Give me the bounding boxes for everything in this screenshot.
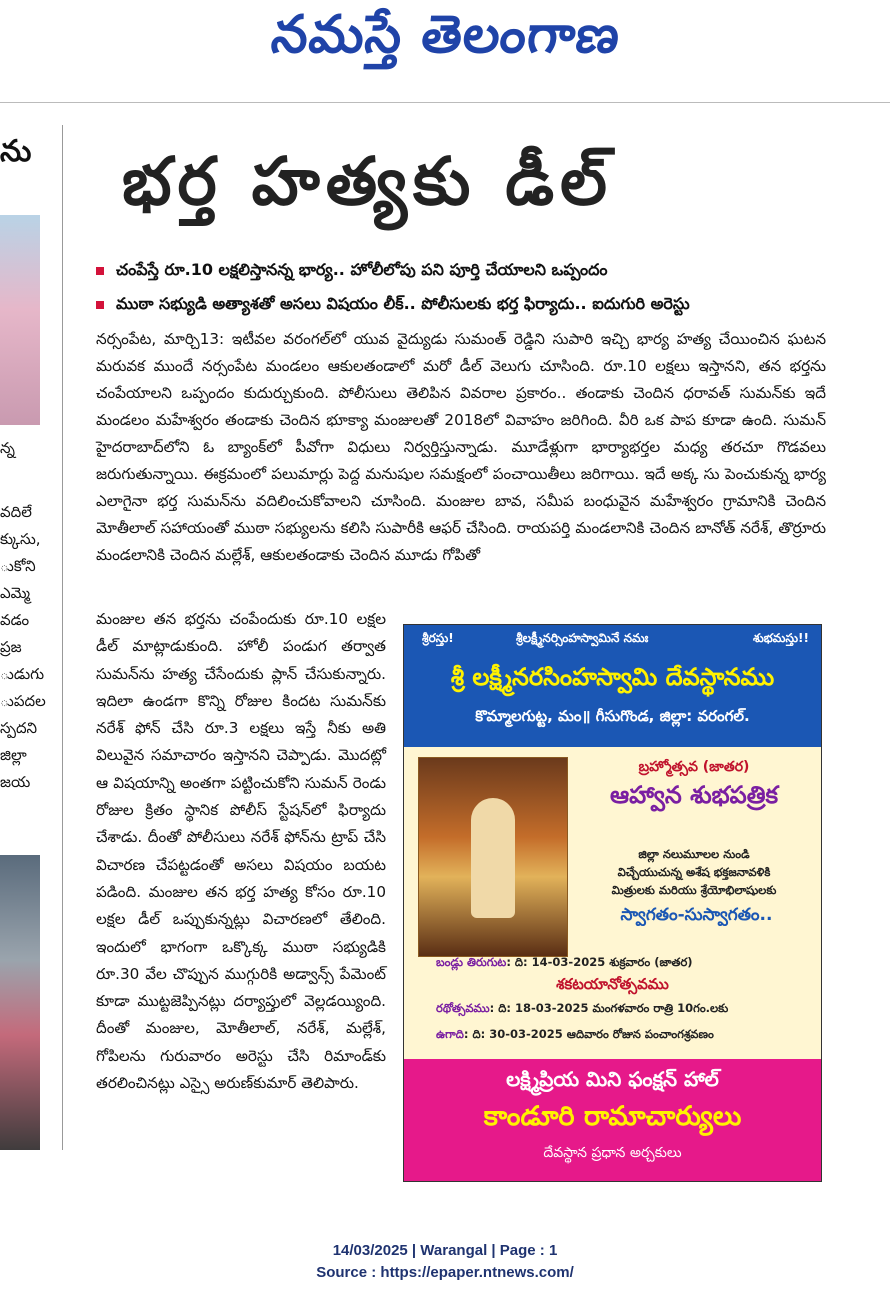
subheadline-bullet-1 [96,260,826,283]
left-fragment: ుడుగు [0,665,45,683]
left-fragment: ప్రజ [0,638,22,656]
left-fragment: క్కుసు, [0,530,41,548]
left-fragment: వదిలే [0,503,32,521]
masthead [0,0,890,80]
subheadline-bullet-2 [96,294,826,317]
left-fragment: జయ [0,773,31,791]
left-fragment: వడం [0,611,30,629]
article-body-full [96,326,826,569]
left-photo-top [0,215,40,425]
invitation-line: మిత్రులకు మరియు శ్రేయోభిలాషులకు [611,883,777,897]
subheadline-text: ముఠా సభ్యుడి అత్యాశతో అసలు విషయం లీక్.. పోలీసులకు భర్త ఫిర్యాదు.. ఐదుగురి అరెస్టు [116,294,690,313]
priest-role: దేవస్థాన ప్రధాన అర్చకులు [543,1145,682,1161]
blessing-left: శ్రీరస్తు! [422,631,454,645]
invitation-title: ఆహ్వాన శుభపత్రిక [609,781,778,809]
priest-name: కాండూరి రామాచార్యులు [483,1101,742,1132]
left-fragment: ుపదల [0,692,46,710]
column-divider [62,125,63,1150]
ad-footer-panel [404,1059,821,1181]
left-clipped-column [0,120,60,1150]
temple-advertisement [403,624,822,1182]
blessing-right: శుభమస్తు!! [753,631,809,645]
invitation-line: విచ్చేయుచున్న అశేష భక్తజనావళికి [617,865,771,879]
ad-blessings [404,631,821,651]
event-detail: : ది: 30-03-2025 ఆదివారం రోజున పంచాంగశ్రవణం [463,1027,714,1041]
temple-name: శ్రీ లక్ష్మీనరసింహస్వామి దేవస్థానము [450,663,775,691]
left-fragment: న్న [0,439,15,457]
welcome-text: స్వాగతం-సుస్వాగతం.. [620,905,773,925]
left-fragment: ుకోని [0,557,36,575]
deity-photo [418,757,568,957]
function-hall-name: లక్ష్మిప్రియ మిని ఫంక్షన్ హాల్ [506,1067,719,1091]
blessing-center: శ్రీలక్ష్మీనర్సింహస్వామినే నమః [516,631,649,645]
bullet-square-icon [96,267,104,275]
event-name: బండ్లు తిరుగుట [436,955,507,969]
masthead-divider [0,102,890,103]
event-row [436,955,816,972]
event-detail: : ది: 18-03-2025 మంగళవారం రాత్రి 10గం.లకు [489,1001,729,1015]
event-name: ఉగాది [436,1027,464,1041]
page-footer [0,1240,890,1284]
left-photo-bottom [0,855,40,1150]
event-row [436,1027,816,1044]
event-extra: శకటయానోత్సవము [556,975,669,993]
bullet-square-icon [96,301,104,309]
left-fragment: ను [0,134,32,169]
article-body-narrow [96,606,386,1097]
footer-date-edition: 14/03/2025 | Warangal | Page : 1 [332,1242,558,1259]
footer-source: Source : https://epaper.ntnews.com/ [316,1264,574,1281]
article-headline: భర్త హత్యకు డీల్ [122,142,613,220]
invitation-line: జిల్లా నలుమూలల నుండి [638,847,750,861]
newspaper-title: నమస్తే తెలంగాణ [268,4,624,65]
event-detail: : ది: 14-03-2025 శుక్రవారం (జాతర) [506,955,693,969]
article-paragraph: మంజుల తన భర్తను చంపేందుకు రూ.10 లక్షల డీల్ మాట్లాడుకుంది. హోలీ పండుగ తర్వాత సుమన్‌ను హత్య చేసేందుకు ప్లాన్ చేసుకున్నారు. ఇదిలా ఉండగా కొన్ని రోజుల కిందట సుమన్‌కు నరేశ్ ఫోన్ చేసి రూ.3 లక్షలు ఇస్తే నీకు అతి విలువైన సమాచారం ఇస్తానని చెప్పాడు. మొదట్లో ఆ విషయాన్ని అంతగా పట్టించుకోని సుమన్ రెండు రోజుల క్రితం స్థానిక పోలీస్ స్టేషన్‌లో ఫిర్యాదు చేశాడు. దీంతో పోలీసులు నరేశ్ ఫోన్‌ను ట్రాప్ చేసి విచారణ చేపట్టడంతో అసలు విషయం బయట పడింది. మంజుల తన భర్త హత్య కోసం రూ.10 లక్షల డీల్ ఒప్పుకున్నట్లు విచారణలో తేలింది. ఇందులో భాగంగా ఒక్కొక్క ముఠా సభ్యుడికి రూ.30 వేల చొప్పున ముగ్గురికి అడ్వాన్స్ పేమెంట్ కూడా ముట్టజెప్పినట్లు దర్యాప్తులో వెల్లడయ్యింది. దీంతో మంజుల, మోతీలాల్, నరేశ్, మల్లేశ్, గోపిలను గురువారం అరెస్టు చేసి రిమాండ్‌కు తరలించినట్లు ఎస్సై అరుణ్‌కుమార్ తెలిపారు. [96,610,386,1093]
subheadline-text: చంపేస్తే రూ.10 లక్షలిస్తానన్న భార్య.. హోలీలోపు పని పూర్తి చేయాలని ఒప్పందం [116,260,608,279]
temple-address: కొమ్మాలగుట్ట, మం॥ గీసుగొండ, జిల్లా: వరంగల్. [475,707,750,725]
event-name: రథోత్సవము [436,1001,490,1015]
left-fragment: ఎమ్మె [0,584,31,602]
ad-invitation-panel [404,747,821,1059]
article-paragraph: నర్సంపేట, మార్చి13: ఇటీవల వరంగల్‌లో యువ వైద్యుడు సుమంత్ రెడ్డిని సుపారి ఇచ్చి భార్య హత్య చేయించిన ఘటన మరువక ముందే నర్సంపేట మండలం ఆకులతండాలో మరో డీల్ వెలుగు చూసింది. రూ.10 లక్షలు ఇస్తానని, తన భర్తను చంపేయాలని ఒప్పందం కుదుర్చుకుంది. పోలీసులు తెలిపిన వివరాల ప్రకారం.. తండాకు చెందిన ధరావత్ సుమన్‌కు ఇదే మండలం మహేశ్వరం తండాకు చెందిన భూక్యా మంజులతో 2018లో వివాహం జరిగింది. వీరి ఒక పాప కూడా ఉంది. సుమన్ హైదరాబాద్‌లోని ఓ బ్యాంక్‌లో పీవోగా విధులు నిర్వర్తిస్తున్నాడు. మూడేళ్లుగా భార్యాభర్తల మధ్య తరచూ గొడవలు జరుగుతున్నాయి. ఈక్రమంలో పలుమార్లు పెద్ద మనుషుల సమక్షంలో పంచాయితీలు జరిగాయి. ఇదే అక్క సు పెంచుకున్న భార్య ఎలాగైనా భర్త సుమన్‌ను వదిలించుకోవాలని చూసింది. మంజుల బావ, సమీప బంధువైన మహేశ్వరం గ్రామానికి చెందిన మోతీలాల్ సహాయంతో ముఠా సభ్యులను కలిసి సుపారీకి ఆఫర్ చేసింది. రాయపర్తి మండలానికి చెందిన బానోత్ నరేశ్, తొర్రూరు మండలానికి చెందిన మల్లేశ్, ఆకులతండాకు చెందిన మూడు గోపితో [96,330,826,564]
left-fragment: స్పదని [0,719,38,737]
deity-idol-shape [471,798,515,918]
event-row [436,1001,816,1018]
left-fragment: జిల్లా [0,746,27,764]
ad-header-panel [404,625,821,747]
festival-title: బ్రహ్మోత్సవ (జాతర) [638,759,750,775]
